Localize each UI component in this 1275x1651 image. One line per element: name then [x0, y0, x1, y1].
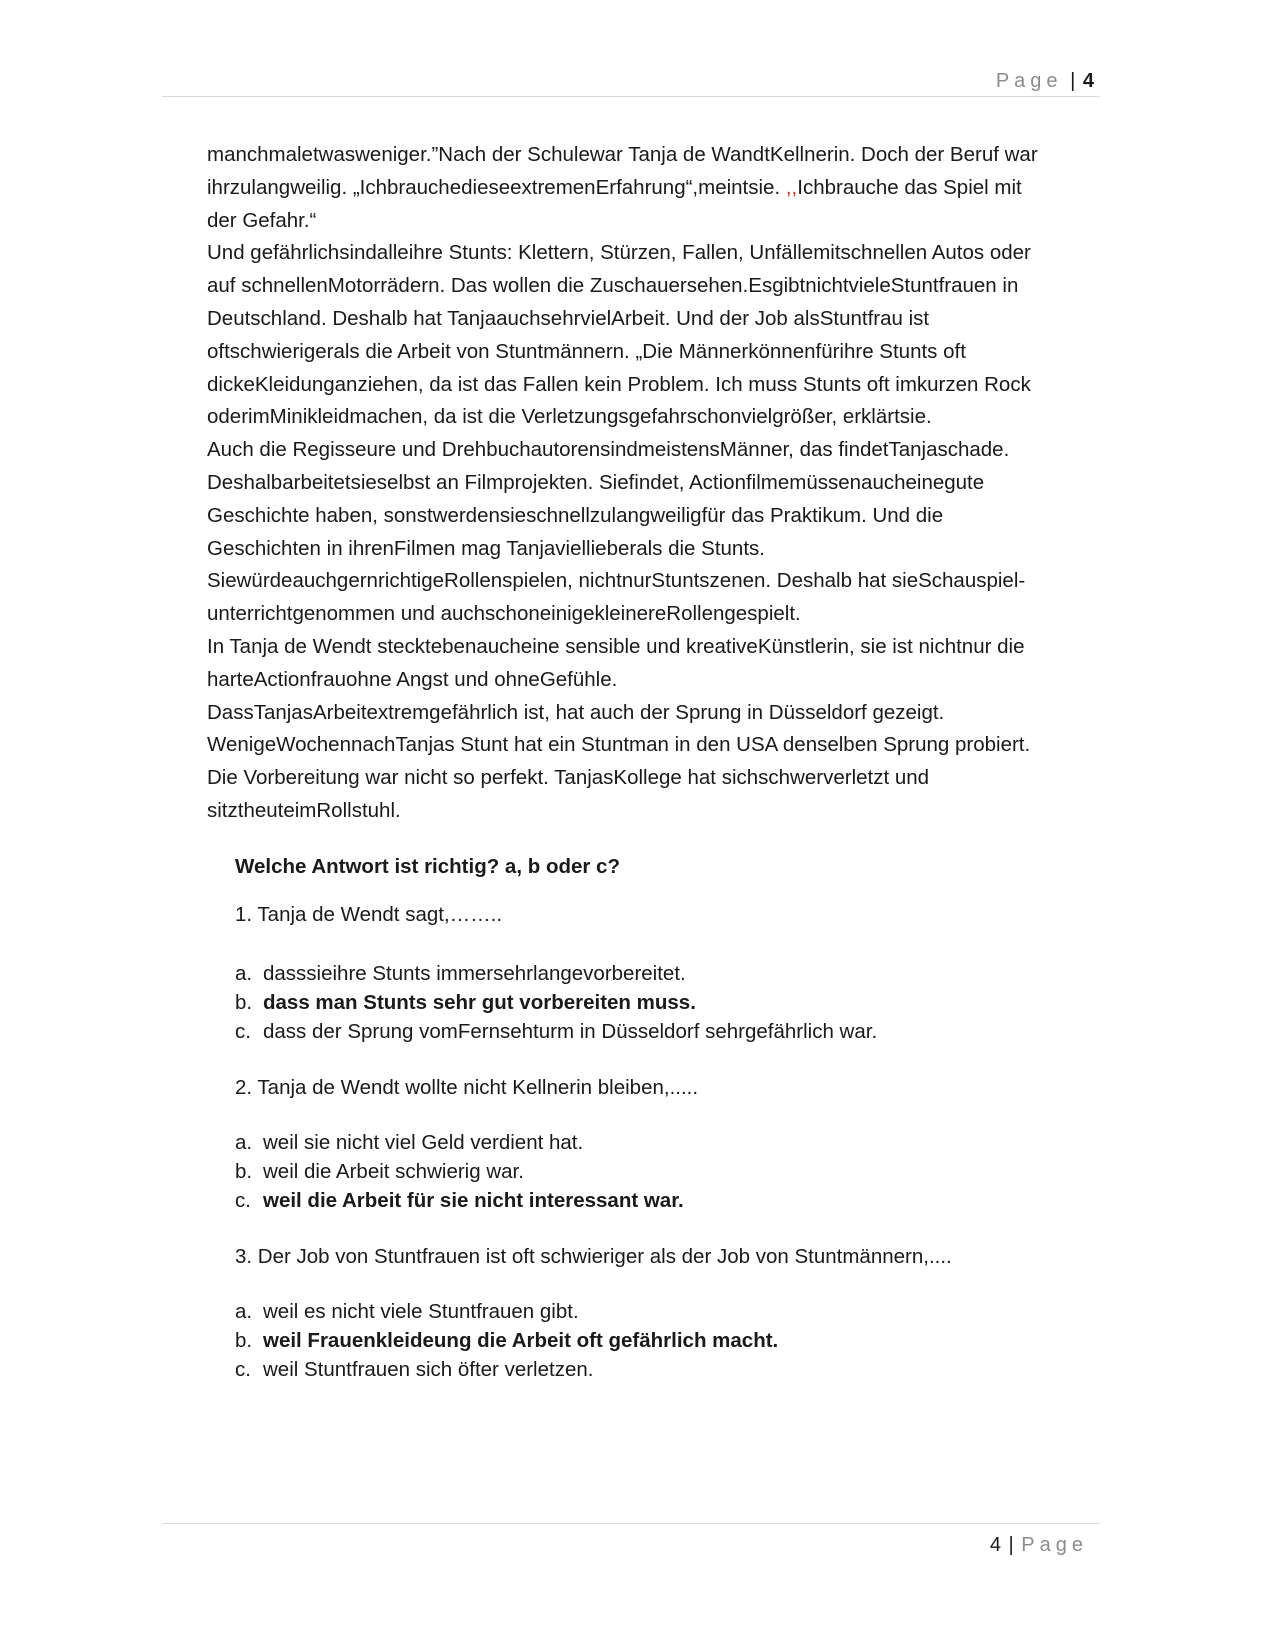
body-line-start: ihrzulangweilig. „IchbrauchedieseextremenErfahrung“,meintsie.	[207, 175, 786, 199]
option-text: weil die Arbeit für sie nicht interessant war.	[263, 1189, 684, 1212]
body-line: sitztheuteimRollstuhl.	[207, 798, 401, 822]
option-3a	[235, 1297, 1095, 1326]
article-body	[207, 139, 1107, 828]
body-line: In Tanja de Wendt stecktebenaucheine sensible und kreativeKünstlerin, sie ist nichtnur die	[207, 634, 1025, 658]
option-2b	[235, 1157, 1095, 1186]
body-line: Auch die Regisseure und DrehbuchautorensindmeistensMänner, das findetTanjaschade.	[207, 438, 1010, 462]
option-text: weil sie nicht viel Geld verdient hat.	[263, 1131, 584, 1154]
option-letter: b.	[235, 991, 253, 1014]
question-1-options	[235, 959, 1095, 1046]
option-letter: b.	[235, 1160, 253, 1183]
body-line: auf schnellenMotorrädern. Das wollen die Zuschauersehen.EsgibtnichtvieleStuntfrauen in	[207, 274, 1019, 298]
body-line: Die Vorbereitung war nicht so perfekt. TanjasKollege hat sichschwerverletzt und	[207, 766, 930, 790]
footer-separator: |	[1008, 1534, 1014, 1556]
question-1: 1. Tanja de Wendt sagt,……..	[235, 903, 503, 926]
footer-page-label	[990, 1534, 1088, 1557]
body-line-tail: Ichbrauche das Spiel mit	[797, 175, 1022, 199]
option-letter: c.	[235, 1358, 251, 1381]
option-text: dass der Sprung vomFernsehturm in Düsseldorf sehrgefährlich war.	[263, 1020, 878, 1043]
header-page-label	[996, 70, 1094, 93]
body-line: Geschichte haben, sonstwerdensieschnellzulangweiligfür das Praktikum. Und die	[207, 503, 944, 527]
footer-page-word: Page	[1021, 1534, 1088, 1556]
body-line: DassTanjasArbeitextremgefährlich ist, hat auch der Sprung in Düsseldorf gezeigt.	[207, 700, 945, 724]
body-line: oftschwierigerals die Arbeit von Stuntmännern. „Die Männerkönnenfürihre Stunts oft	[207, 339, 966, 363]
body-line: der Gefahr.“	[207, 208, 317, 232]
option-text: weil es nicht viele Stuntfrauen gibt.	[263, 1300, 579, 1323]
body-line: Und gefährlichsindalleihre Stunts: Klettern, Stürzen, Fallen, Unfällemitschnellen Autos oder	[207, 241, 1031, 265]
option-letter: c.	[235, 1020, 251, 1043]
header-separator: |	[1070, 70, 1076, 92]
option-text: weil Stuntfrauen sich öfter verletzen.	[263, 1358, 594, 1381]
quiz-section	[235, 853, 1095, 1384]
option-1c	[235, 1017, 1095, 1046]
question-3-options	[235, 1297, 1095, 1384]
footer-page-number: 4	[989, 1534, 1001, 1556]
body-line: Deshalbarbeitetsieselbst an Filmprojekten. Siefindet, Actionfilmemüssenaucheinegute	[207, 470, 985, 494]
question-2-options	[235, 1128, 1095, 1215]
body-line: harteActionfrauohne Angst und ohneGefühle.	[207, 667, 618, 691]
option-text: dass man Stunts sehr gut vorbereiten muss.	[263, 991, 696, 1014]
option-letter: a.	[235, 1131, 253, 1154]
option-3b	[235, 1326, 1095, 1355]
option-1b	[235, 988, 1095, 1017]
body-line: SiewürdeauchgernrichtigeRollenspielen, nichtnurStuntszenen. Deshalb hat sieSchauspiel-	[207, 569, 1026, 593]
red-quote-mark: ,,	[785, 175, 798, 199]
option-letter: a.	[235, 962, 253, 985]
page-footer	[162, 1523, 1100, 1556]
body-line	[207, 172, 1107, 205]
question-2: 2. Tanja de Wendt wollte nicht Kellnerin bleiben,.....	[235, 1076, 699, 1099]
option-2a	[235, 1128, 1095, 1157]
option-1a	[235, 959, 1095, 988]
option-2c	[235, 1186, 1095, 1215]
option-text: weil Frauenkleideung die Arbeit oft gefährlich macht.	[263, 1329, 779, 1352]
body-line: manchmaletwasweniger.”Nach der Schulewar Tanja de WandtKellnerin. Doch der Beruf war	[207, 143, 1038, 166]
body-line: Deutschland. Deshalb hat TanjaauchsehrvielArbeit. Und der Job alsStuntfrau ist	[207, 306, 930, 330]
page-header	[162, 66, 1100, 97]
header-page-word: Page	[995, 70, 1063, 92]
quiz-heading: Welche Antwort ist richtig? a, b oder c?	[235, 855, 620, 878]
option-letter: b.	[235, 1329, 253, 1352]
option-letter: a.	[235, 1300, 253, 1323]
body-line: dickeKleidunganziehen, da ist das Fallen kein Problem. Ich muss Stunts oft imkurzen Rock	[207, 372, 1031, 396]
header-page-number: 4	[1082, 70, 1094, 92]
body-line: oderimMinikleidmachen, da ist die Verletzungsgefahrschonvielgrößer, erklärtsie.	[207, 405, 932, 429]
option-letter: c.	[235, 1189, 251, 1212]
option-3c	[235, 1355, 1095, 1384]
body-line: unterrichtgenommen und auchschoneinigekleinereRollengespielt.	[207, 602, 801, 626]
question-3: 3. Der Job von Stuntfrauen ist oft schwieriger als der Job von Stuntmännern,....	[235, 1245, 952, 1268]
option-text: dasssieihre Stunts immersehrlangevorbereitet.	[263, 962, 686, 985]
option-text: weil die Arbeit schwierig war.	[263, 1160, 524, 1183]
body-line: WenigeWochennachTanjas Stunt hat ein Stuntman in den USA denselben Sprung probiert.	[207, 733, 1031, 757]
body-line: Geschichten in ihrenFilmen mag Tanjaviellieberals die Stunts.	[207, 536, 765, 560]
